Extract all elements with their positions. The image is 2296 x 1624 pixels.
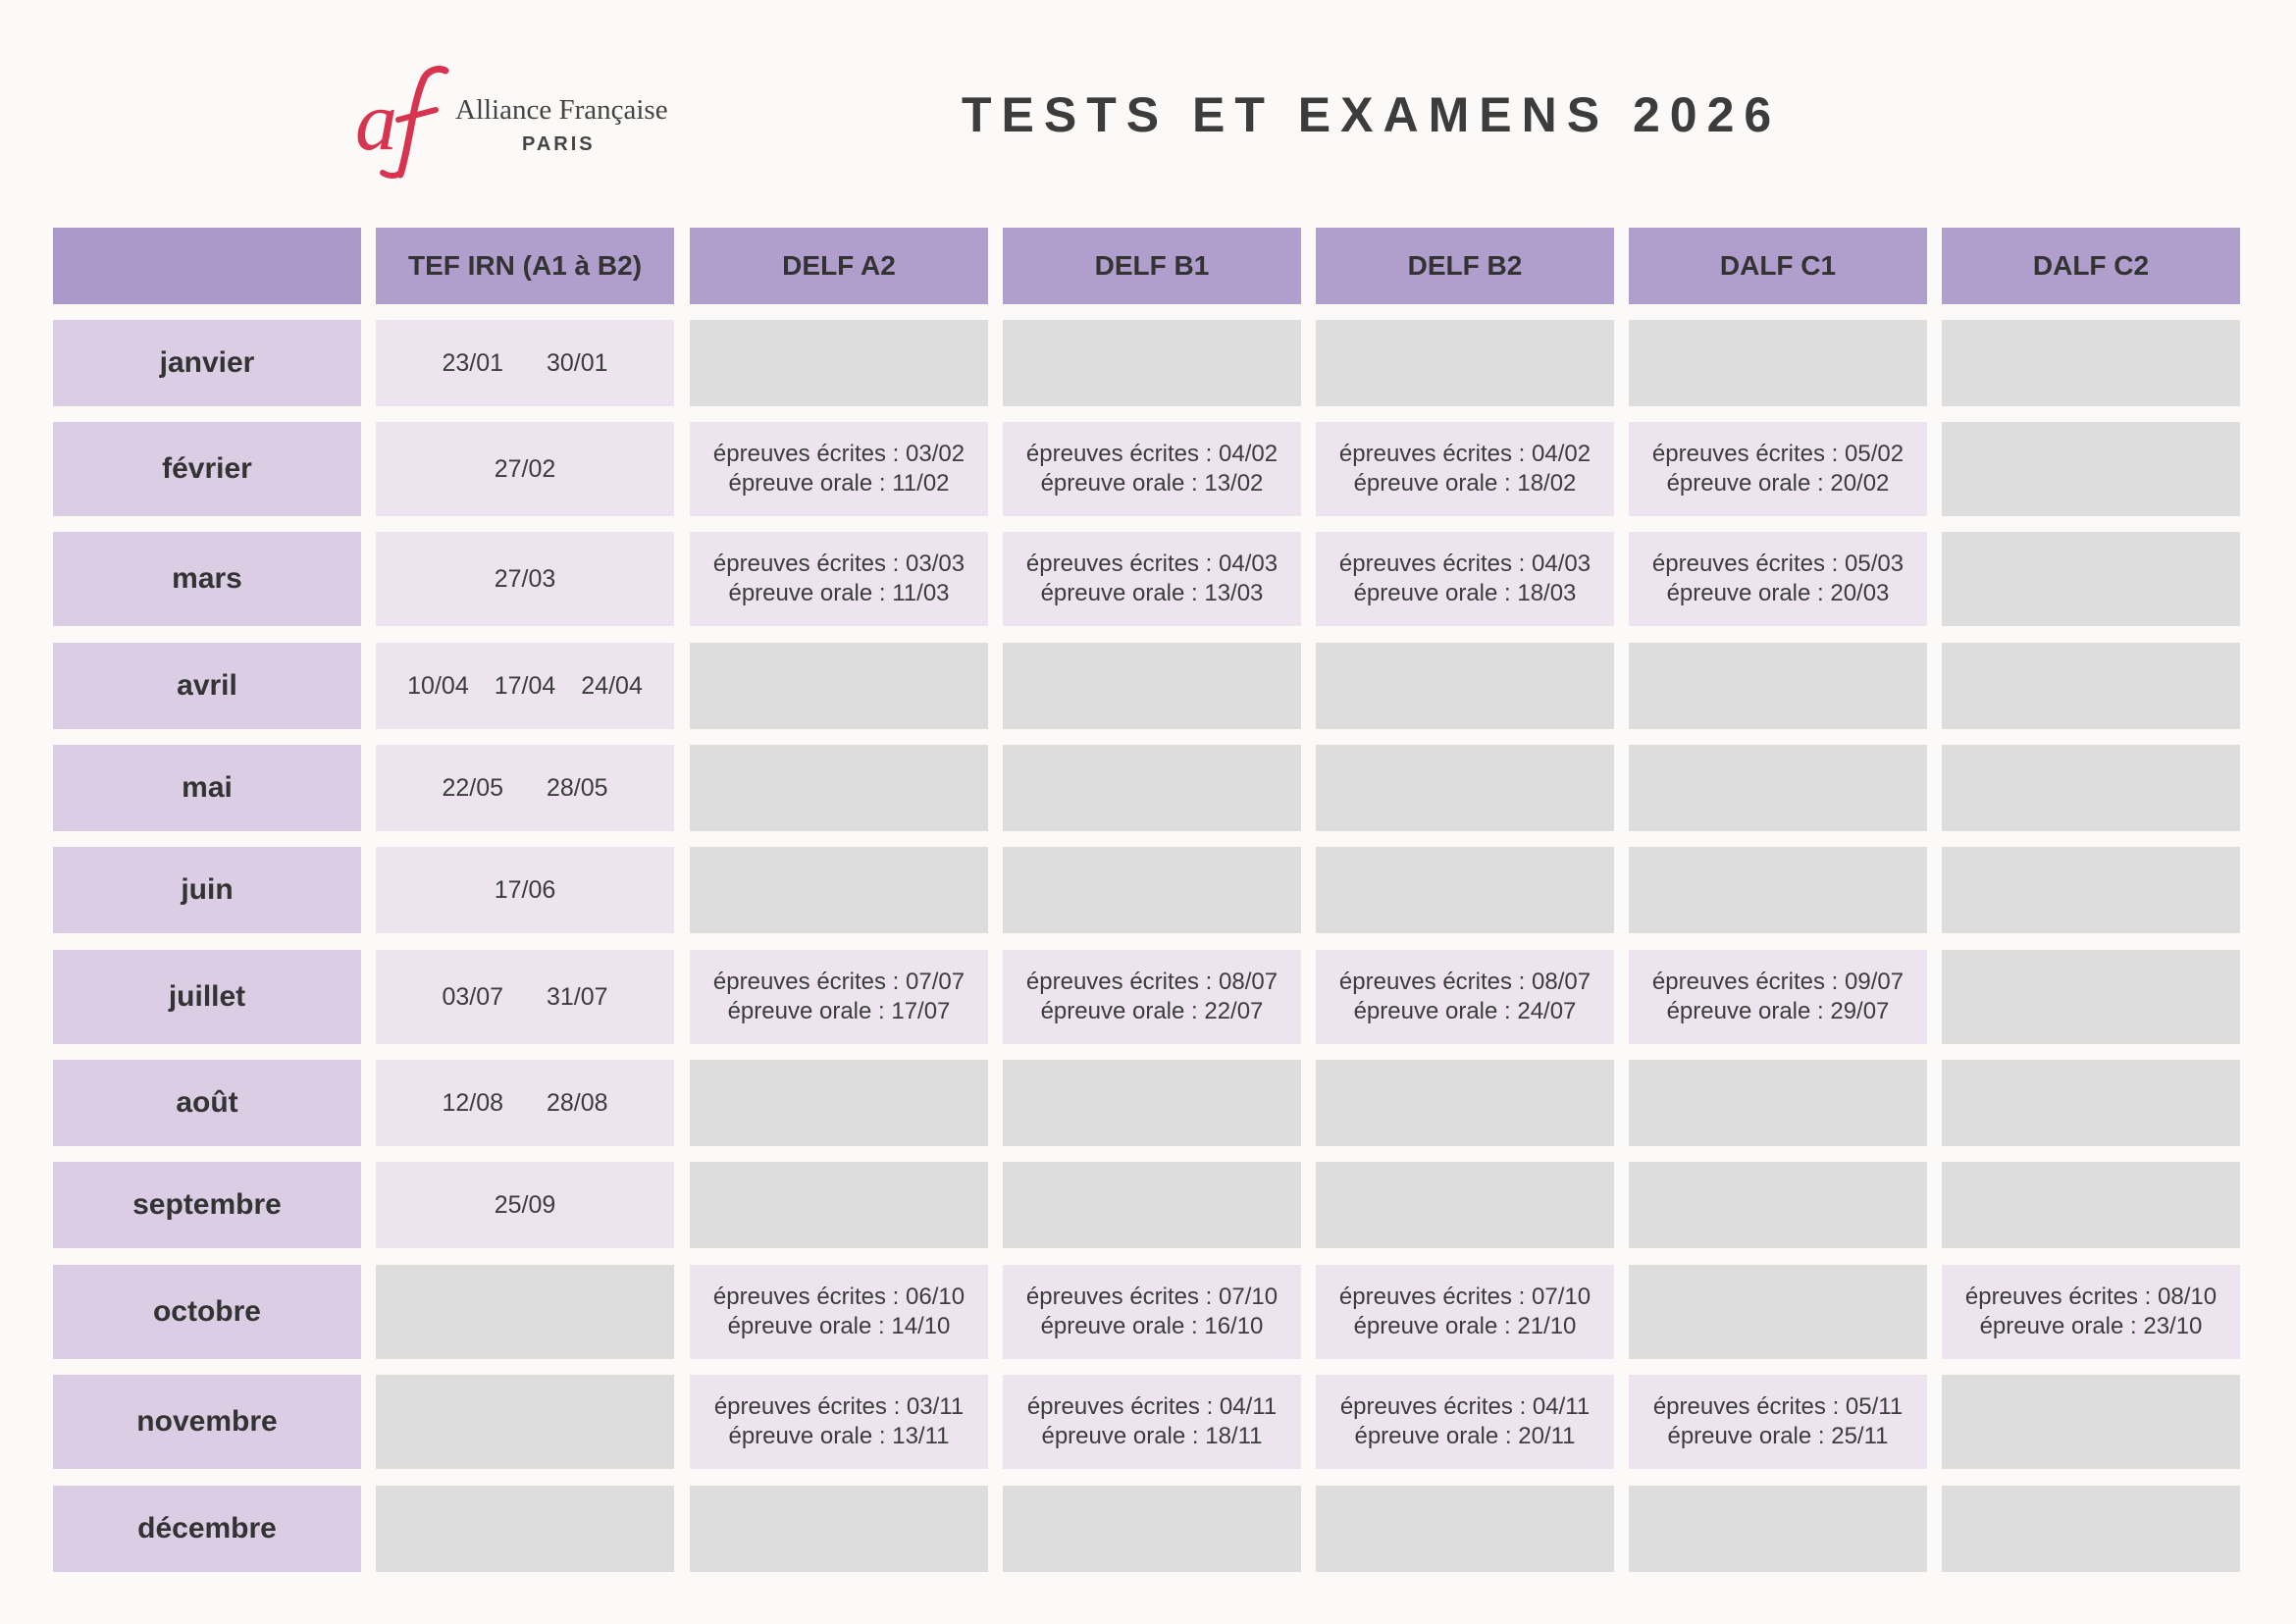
tef-cell	[376, 1162, 674, 1248]
empty-cell	[1942, 950, 2240, 1044]
empty-cell	[1003, 320, 1301, 406]
oral-exam-date: épreuve orale : 18/02	[1353, 470, 1577, 497]
column-header-label: DELF B2	[1407, 250, 1523, 281]
exam-cell	[1003, 1265, 1301, 1359]
empty-cell	[1003, 1060, 1301, 1146]
exam-cell	[1629, 422, 1927, 516]
month-label: novembre	[136, 1405, 278, 1438]
exam-cell	[1629, 950, 1927, 1044]
oral-exam-date: épreuve orale : 29/07	[1666, 998, 1890, 1024]
tef-date: 27/03	[494, 564, 556, 593]
tef-cell	[376, 422, 674, 516]
oral-exam-date: épreuve orale : 13/11	[728, 1423, 950, 1449]
tef-dates	[442, 1089, 607, 1118]
oral-exam-date: épreuve orale : 21/10	[1353, 1313, 1577, 1339]
column-header	[1942, 228, 2240, 304]
empty-cell	[1316, 643, 1614, 729]
written-exam-date: épreuves écrites : 04/11	[1026, 1393, 1278, 1420]
empty-cell	[1629, 847, 1927, 933]
empty-cell	[690, 643, 988, 729]
tef-date: 24/04	[581, 671, 643, 700]
empty-cell	[1003, 1486, 1301, 1572]
column-header	[376, 228, 674, 304]
oral-exam-date: épreuve orale : 13/02	[1040, 470, 1264, 497]
oral-exam-date: épreuve orale : 23/10	[1979, 1313, 2203, 1339]
exam-cell	[1942, 1265, 2240, 1359]
empty-cell	[1629, 320, 1927, 406]
month-label: juin	[181, 873, 234, 906]
empty-cell	[1942, 1486, 2240, 1572]
month-label: mars	[172, 562, 242, 595]
month-cell	[53, 1265, 361, 1359]
tef-date: 17/06	[494, 875, 556, 904]
exam-cell	[1003, 1375, 1301, 1469]
oral-exam-date: épreuve orale : 20/11	[1354, 1423, 1576, 1449]
exam-cell	[1003, 422, 1301, 516]
empty-cell	[1003, 1162, 1301, 1248]
month-cell	[53, 847, 361, 933]
exam-cell	[1316, 532, 1614, 626]
written-exam-date: épreuves écrites : 08/10	[1964, 1283, 2218, 1310]
month-label: août	[176, 1086, 238, 1119]
tef-cell	[376, 950, 674, 1044]
column-header	[1003, 228, 1301, 304]
tef-date: 25/09	[494, 1190, 556, 1219]
tef-dates	[407, 672, 643, 701]
empty-cell	[1629, 1265, 1927, 1359]
written-exam-date: épreuves écrites : 08/07	[1025, 969, 1278, 995]
month-label: mai	[182, 771, 233, 804]
oral-exam-date: épreuve orale : 14/10	[727, 1313, 951, 1339]
logo-name: Alliance Française	[455, 94, 668, 126]
tef-date: 27/02	[494, 454, 556, 483]
month-cell	[53, 422, 361, 516]
tef-cell	[376, 532, 674, 626]
oral-exam-date: épreuve orale : 20/02	[1666, 470, 1890, 497]
tef-date: 17/04	[494, 671, 556, 700]
oral-exam-date: épreuve orale : 16/10	[1040, 1313, 1264, 1339]
empty-cell	[690, 320, 988, 406]
exam-cell	[1629, 1375, 1927, 1469]
tef-dates	[495, 876, 556, 905]
exam-cell	[1316, 422, 1614, 516]
tef-date: 10/04	[407, 671, 469, 700]
exam-cell	[1316, 1375, 1614, 1469]
column-header-label: DELF A2	[782, 250, 896, 281]
written-exam-date: épreuves écrites : 03/11	[713, 1393, 965, 1420]
exam-cell	[690, 950, 988, 1044]
tef-date: 28/05	[547, 773, 608, 802]
svg-text:a: a	[355, 74, 397, 168]
empty-cell	[690, 1060, 988, 1146]
empty-cell	[1629, 1486, 1927, 1572]
month-cell	[53, 320, 361, 406]
column-header-label: TEF IRN (A1 à B2)	[407, 250, 643, 281]
written-exam-date: épreuves écrites : 04/02	[1025, 441, 1278, 467]
empty-cell	[376, 1375, 674, 1469]
empty-cell	[1316, 847, 1614, 933]
empty-cell	[1629, 1060, 1927, 1146]
tef-cell	[376, 320, 674, 406]
empty-cell	[1942, 1375, 2240, 1469]
written-exam-date: épreuves écrites : 04/02	[1338, 441, 1592, 467]
exam-cell	[690, 1375, 988, 1469]
month-cell	[53, 950, 361, 1044]
month-label: juillet	[168, 980, 246, 1013]
empty-cell	[1003, 643, 1301, 729]
tef-date: 12/08	[442, 1088, 503, 1117]
written-exam-date: épreuves écrites : 04/03	[1025, 550, 1278, 577]
empty-cell	[1629, 1162, 1927, 1248]
oral-exam-date: épreuve orale : 20/03	[1666, 580, 1890, 606]
written-exam-date: épreuves écrites : 03/02	[712, 441, 965, 467]
empty-cell	[1942, 532, 2240, 626]
month-cell	[53, 745, 361, 831]
exam-cell	[1003, 950, 1301, 1044]
month-cell	[53, 1060, 361, 1146]
written-exam-date: épreuves écrites : 03/03	[712, 550, 965, 577]
column-header	[690, 228, 988, 304]
tef-date: 23/01	[442, 348, 503, 377]
column-header-label: DALF C1	[1719, 250, 1837, 281]
exam-cell	[1629, 532, 1927, 626]
oral-exam-date: épreuve orale : 24/07	[1353, 998, 1577, 1024]
written-exam-date: épreuves écrites : 05/11	[1652, 1393, 1904, 1420]
page-title: TESTS ET EXAMENS 2026	[962, 87, 1782, 142]
empty-cell	[1316, 1486, 1614, 1572]
empty-cell	[376, 1265, 674, 1359]
written-exam-date: épreuves écrites : 07/10	[1025, 1283, 1278, 1310]
empty-cell	[1629, 643, 1927, 729]
tef-dates	[442, 774, 607, 803]
month-cell	[53, 1375, 361, 1469]
tef-date: 30/01	[547, 348, 608, 377]
empty-cell	[1003, 847, 1301, 933]
oral-exam-date: épreuve orale : 25/11	[1667, 1423, 1889, 1449]
exam-cell	[690, 532, 988, 626]
written-exam-date: épreuves écrites : 08/07	[1338, 969, 1592, 995]
column-header-label: DELF B1	[1094, 250, 1210, 281]
tef-date: 28/08	[547, 1088, 608, 1117]
column-header	[1629, 228, 1927, 304]
empty-cell	[1316, 745, 1614, 831]
empty-cell	[1942, 422, 2240, 516]
month-cell	[53, 1162, 361, 1248]
tef-dates	[495, 565, 556, 594]
month-label: janvier	[159, 346, 255, 379]
month-cell	[53, 532, 361, 626]
column-header	[1316, 228, 1614, 304]
tef-date: 03/07	[442, 982, 503, 1011]
empty-cell	[690, 847, 988, 933]
tef-dates	[495, 1191, 556, 1220]
tef-dates	[442, 349, 607, 378]
empty-cell	[1942, 745, 2240, 831]
empty-cell	[1316, 1162, 1614, 1248]
tef-dates	[442, 983, 607, 1012]
month-label: septembre	[132, 1188, 282, 1221]
written-exam-date: épreuves écrites : 09/07	[1651, 969, 1905, 995]
empty-cell	[376, 1486, 674, 1572]
month-cell	[53, 643, 361, 729]
month-label: février	[162, 452, 252, 485]
exam-cell	[690, 1265, 988, 1359]
oral-exam-date: épreuve orale : 11/02	[728, 470, 950, 497]
empty-cell	[1003, 745, 1301, 831]
exam-cell	[690, 422, 988, 516]
empty-cell	[1942, 847, 2240, 933]
month-label: avril	[177, 669, 237, 702]
empty-cell	[1942, 1162, 2240, 1248]
written-exam-date: épreuves écrites : 04/11	[1339, 1393, 1591, 1420]
tef-dates	[495, 455, 556, 484]
month-label: octobre	[152, 1295, 261, 1328]
exam-cell	[1003, 532, 1301, 626]
written-exam-date: épreuves écrites : 05/03	[1651, 550, 1905, 577]
empty-cell	[690, 1162, 988, 1248]
tef-cell	[376, 847, 674, 933]
empty-cell	[690, 745, 988, 831]
oral-exam-date: épreuve orale : 18/11	[1041, 1423, 1263, 1449]
exam-cell	[1316, 950, 1614, 1044]
written-exam-date: épreuves écrites : 05/02	[1651, 441, 1905, 467]
tef-cell	[376, 1060, 674, 1146]
written-exam-date: épreuves écrites : 07/07	[712, 969, 965, 995]
tef-cell	[376, 643, 674, 729]
empty-cell	[1942, 1060, 2240, 1146]
oral-exam-date: épreuve orale : 18/03	[1353, 580, 1577, 606]
written-exam-date: épreuves écrites : 04/03	[1338, 550, 1592, 577]
empty-cell	[1316, 1060, 1614, 1146]
empty-cell	[690, 1486, 988, 1572]
empty-cell	[1316, 320, 1614, 406]
oral-exam-date: épreuve orale : 13/03	[1040, 580, 1264, 606]
tef-cell	[376, 745, 674, 831]
tef-date: 31/07	[547, 982, 608, 1011]
oral-exam-date: épreuve orale : 11/03	[728, 580, 950, 606]
month-label: décembre	[137, 1512, 277, 1545]
written-exam-date: épreuves écrites : 07/10	[1338, 1283, 1592, 1310]
exam-cell	[1316, 1265, 1614, 1359]
tef-date: 22/05	[442, 773, 503, 802]
oral-exam-date: épreuve orale : 22/07	[1040, 998, 1264, 1024]
written-exam-date: épreuves écrites : 06/10	[712, 1283, 965, 1310]
oral-exam-date: épreuve orale : 17/07	[727, 998, 951, 1024]
empty-cell	[1942, 643, 2240, 729]
month-cell	[53, 1486, 361, 1572]
empty-cell	[1629, 745, 1927, 831]
empty-cell	[1942, 320, 2240, 406]
logo-city: PARIS	[522, 133, 596, 155]
column-header-label: DALF C2	[2032, 250, 2150, 281]
header-corner	[53, 228, 361, 304]
